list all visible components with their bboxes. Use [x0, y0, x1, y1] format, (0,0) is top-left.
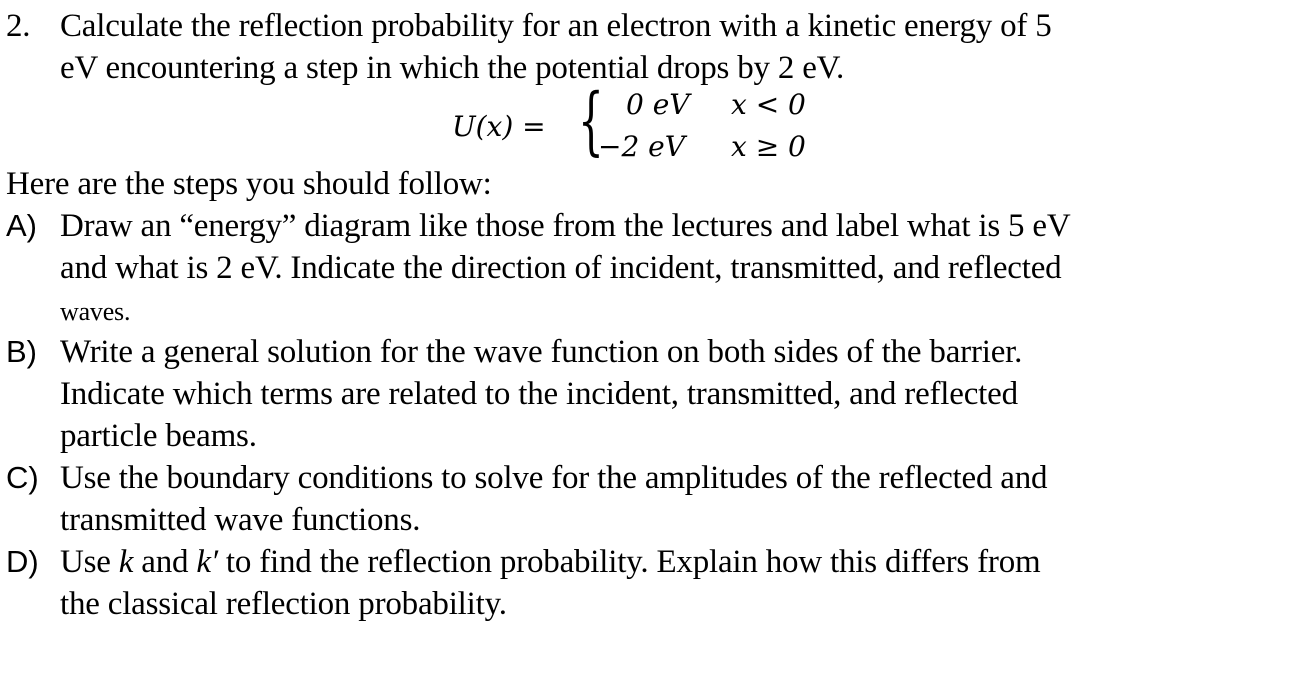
equation-row1-condition-text: x < 0 [731, 88, 806, 121]
step-b-letter: B) [6, 334, 37, 369]
step-d-text-pre: Use [60, 544, 119, 580]
step-c-line-2: transmitted wave functions. [60, 502, 421, 538]
step-d-text-mid: and [133, 544, 197, 580]
equation-lhs-text: U(x) = [452, 110, 546, 143]
equation-row2-condition [731, 130, 806, 164]
step-a-line-3: waves. [60, 297, 131, 326]
step-a-line-2: and what is 2 eV. Indicate the direction of incident, transmitted, and reflected [60, 250, 1062, 286]
equation-row1-value [626, 88, 690, 122]
problem-line-1: Calculate the reflection probability for an electron with a kinetic energy of 5 [60, 8, 1052, 44]
equation-row2-value [598, 130, 685, 164]
problem-line-2: eV encountering a step in which the potential drops by 2 eV. [60, 50, 845, 86]
step-c-line-1: Use the boundary conditions to solve for the amplitudes of the reflected and [60, 460, 1048, 496]
step-d-text-post: to find the reflection probability. Explain how this differs from [217, 544, 1041, 580]
step-d-line-2: the classical reflection probability. [60, 586, 507, 622]
equation-row1-value-text: 0 eV [626, 88, 690, 121]
step-c-letter: C) [6, 460, 39, 495]
equation-row1-condition [731, 88, 806, 122]
equation-row2-condition-text: x ≥ 0 [731, 130, 806, 163]
step-b-line-1: Write a general solution for the wave function on both sides of the barrier. [60, 334, 1023, 370]
equation-lhs [452, 110, 546, 144]
step-b-line-3: particle beams. [60, 418, 257, 454]
problem-number: 2. [6, 8, 31, 44]
piecewise-brace: { [578, 78, 604, 164]
step-a-line-1: Draw an “energy” diagram like those from the lectures and label what is 5 eV [60, 208, 1071, 244]
step-d-line-1 [60, 542, 1040, 582]
steps-intro: Here are the steps you should follow: [6, 166, 492, 202]
k-prime-symbol: k′ [196, 544, 218, 580]
k-symbol: k [118, 544, 134, 580]
equation-row2-value-text: −2 eV [598, 130, 685, 163]
step-d-letter: D) [6, 544, 39, 579]
step-b-line-2: Indicate which terms are related to the incident, transmitted, and reflected [60, 376, 1018, 412]
step-a-letter: A) [6, 208, 37, 243]
